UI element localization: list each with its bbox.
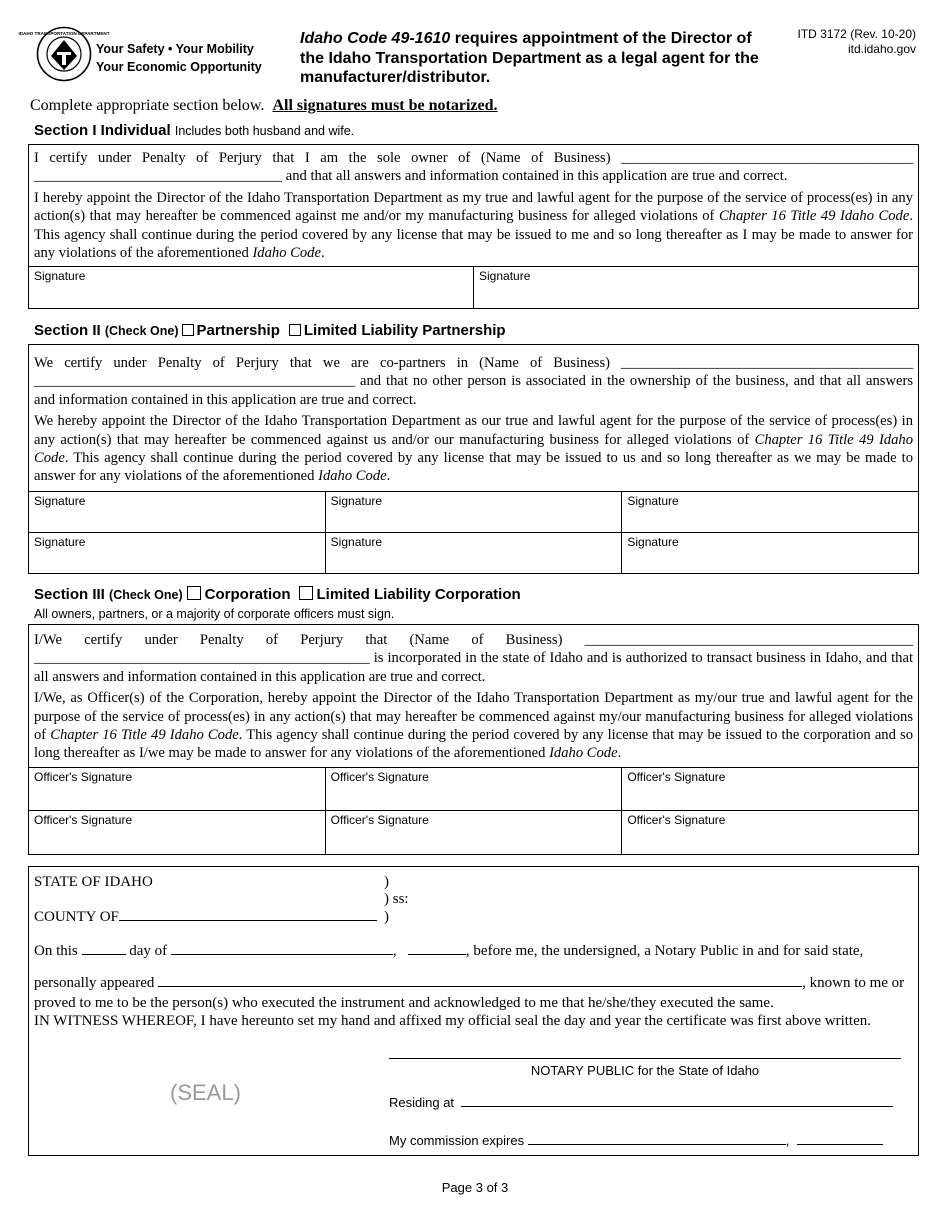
- residing-row: Residing at: [389, 1095, 893, 1110]
- partnership-checkbox[interactable]: [182, 324, 194, 336]
- business-name-field-1b[interactable]: __________________________________: [34, 168, 283, 185]
- commission-row: My commission expires ,: [389, 1133, 883, 1148]
- officer-signature-field[interactable]: Officer's Signature: [34, 812, 133, 827]
- page-number: Page 3 of 3: [441, 1180, 509, 1195]
- section-2-signature-row: [29, 491, 918, 532]
- instruction-text: Complete appropriate section below.: [30, 97, 265, 114]
- llc-label: Limited Liability Corporation: [316, 586, 521, 603]
- witness-text: IN WITNESS WHEREOF, I have hereunto set my hand and affixed my official seal the day and year the certificate was first above written.: [34, 1013, 872, 1029]
- tagline-line-2: Your Economic Opportunity: [96, 60, 262, 74]
- code-reference: Idaho Code 49-1610: [300, 30, 451, 47]
- appeared-name-field[interactable]: [158, 986, 802, 987]
- business-name-field-2b[interactable]: ____________________________________________: [34, 373, 356, 390]
- proved-text: proved to me to be the person(s) who executed the instrument and acknowledged to me that he/she/they executed the same.: [34, 995, 774, 1011]
- section-3-heading: [34, 586, 521, 603]
- officer-signature-field[interactable]: Officer's Signature: [325, 811, 622, 854]
- county-row: [34, 909, 377, 926]
- heading-text: requires appointment of the Director of the Idaho Transportation Department as a legal agent for the manufacturer/distributor.: [300, 30, 759, 86]
- section-2-signature-row: [29, 532, 918, 573]
- check-one-label: (Check One): [109, 588, 183, 602]
- date-row: On this day of , , before me, the undersigned, a Notary Public in and for said state,: [34, 943, 864, 959]
- section-3-title: Section III: [34, 586, 105, 603]
- form-heading: [300, 29, 770, 88]
- notary-signature-line[interactable]: [389, 1058, 901, 1059]
- state-label: STATE OF IDAHO: [34, 874, 153, 890]
- officer-signature-field[interactable]: Officer's Signature: [621, 811, 918, 854]
- signature-field[interactable]: Signature: [325, 533, 622, 573]
- section-1-appoint: I hereby appoint the Director of the Idaho Transportation Department as my true and lawful agent for the purpose of the service of process(es) in any action(s) that may hereafter be commenced against me and/or my manufacturing business for alleged violations of Chapter 16 Title 49 Idaho Code. This agency shall continue during the period covered by any license that may be issued to me and so long thereafter as I may be made to answer for any violations of the aforementioned Idaho Code.: [34, 189, 913, 262]
- corporation-checkbox[interactable]: [187, 586, 201, 600]
- check-one-label: (Check One): [104, 324, 179, 338]
- section-2-certify: We certify under Penalty of Perjury that we are co-partners in (Name of Business) ________________________________________ ____________________________________________ and that no other person is associated in the ownership of the business, and that all answers and information contained in this application are true and correct.: [34, 355, 913, 408]
- business-name-field-3[interactable]: _____________________________________________: [584, 632, 913, 648]
- section-2-appoint: We hereby appoint the Director of the Idaho Transportation Department as our true and lawful agent for the purpose of the service of process(es) in any action(s) that may hereafter be commenced against us and/or our manufacturing business for alleged violations of Chapter 16 Title 49 Idaho Code. This agency shall continue during the period covered by any license that may be issued to us and so long thereafter as we may be made to answer for any violations of the aforementioned Idaho Code.: [34, 413, 913, 485]
- section-1-title: Section I Individual: [34, 122, 171, 139]
- instruction: [30, 97, 498, 115]
- month-field[interactable]: [171, 954, 393, 955]
- section-2-heading: [34, 322, 506, 339]
- llp-label: Limited Liability Partnership: [303, 322, 506, 339]
- corporation-label: Corporation: [204, 586, 291, 603]
- section-1-heading: [34, 122, 354, 139]
- llc-checkbox[interactable]: [299, 586, 313, 600]
- business-name-field-2[interactable]: ________________________________________: [621, 355, 913, 371]
- residing-field[interactable]: [461, 1106, 893, 1107]
- appeared-row: personally appeared , known to me or: [34, 975, 905, 991]
- seal-label: (SEAL): [170, 1080, 241, 1105]
- signature-field[interactable]: Signature: [621, 492, 918, 532]
- logo-text: IDAHO TRANSPORTATION DEPARTMENT: [18, 31, 110, 36]
- notarize-warning: All signatures must be notarized.: [272, 97, 498, 114]
- county-field[interactable]: [119, 920, 377, 921]
- section-1-note: Includes both husband and wife.: [174, 124, 355, 138]
- section-1-certify: I certify under Penalty of Perjury that I am the sole owner of (Name of Business) ________________________________________ __________________________________ and that all answers and information contained in this application are true and correct.: [34, 150, 913, 185]
- section-3-signature-row: [29, 810, 918, 854]
- signature-field[interactable]: Signature: [621, 533, 918, 573]
- day-field[interactable]: [82, 954, 126, 955]
- signature-field[interactable]: Signature: [473, 267, 918, 308]
- county-label: COUNTY OF: [34, 909, 119, 925]
- form-info: [798, 27, 917, 57]
- business-name-field-1[interactable]: ________________________________________: [621, 150, 913, 166]
- section-2-title: Section II: [34, 322, 101, 339]
- paren: ): [384, 909, 389, 925]
- section-3-certify: I/We certify under Penalty of Perjury that (Name of Business) _____________________________________________ ______________________________________________ is incorporated in the state of Idaho and is authorized to transact business in Idaho, and that all answers and information contained in this application are true and correct.: [34, 632, 913, 685]
- commission-date-field[interactable]: [528, 1144, 786, 1145]
- signature-field[interactable]: Signature: [34, 534, 86, 549]
- officer-signature-field[interactable]: Officer's Signature: [621, 768, 918, 810]
- section-3-note: All owners, partners, or a majority of corporate officers must sign.: [34, 607, 395, 621]
- notary-public-label: NOTARY PUBLIC for the State of Idaho: [530, 1063, 760, 1078]
- signature-field[interactable]: Signature: [34, 269, 86, 284]
- commission-year-field[interactable]: [797, 1144, 883, 1145]
- business-name-field-3b[interactable]: ______________________________________________: [34, 650, 370, 667]
- officer-signature-field[interactable]: Officer's Signature: [34, 769, 133, 784]
- tagline-line-1: Your Safety • Your Mobility: [96, 42, 254, 56]
- signature-field[interactable]: Signature: [325, 492, 622, 532]
- section-3-appoint: I/We, as Officer(s) of the Corporation, hereby appoint the Director of the Idaho Transportation Department as my/our true and lawful agent for the purpose of the service of process(es) in any action(s) that may hereafter be commenced against my/our manufacturing business for alleged violations of Chapter 16 Title 49 Idaho Code. This agency shall continue during the period covered by any license that may be issued to the corporation and so long thereafter as I/we may be made to answer for any violations of the aforementioned Idaho Code.: [34, 690, 913, 762]
- llp-checkbox[interactable]: [289, 324, 301, 336]
- website: itd.idaho.gov: [847, 42, 916, 56]
- ss-label: ) ss:: [384, 891, 409, 907]
- itd-logo: [18, 26, 110, 82]
- officer-signature-field[interactable]: Officer's Signature: [325, 768, 622, 810]
- section-1-box: [28, 144, 919, 309]
- form-number: ITD 3172 (Rev. 10-20): [797, 27, 916, 41]
- section-1-signature-row: [29, 266, 918, 308]
- partnership-label: Partnership: [196, 322, 280, 339]
- section-2-box: [28, 344, 919, 574]
- paren: ): [384, 874, 389, 890]
- signature-field[interactable]: Signature: [34, 493, 86, 508]
- section-3-box: [28, 624, 919, 855]
- tagline: [96, 40, 262, 76]
- year-field[interactable]: [408, 954, 466, 955]
- section-3-signature-row: [29, 767, 918, 810]
